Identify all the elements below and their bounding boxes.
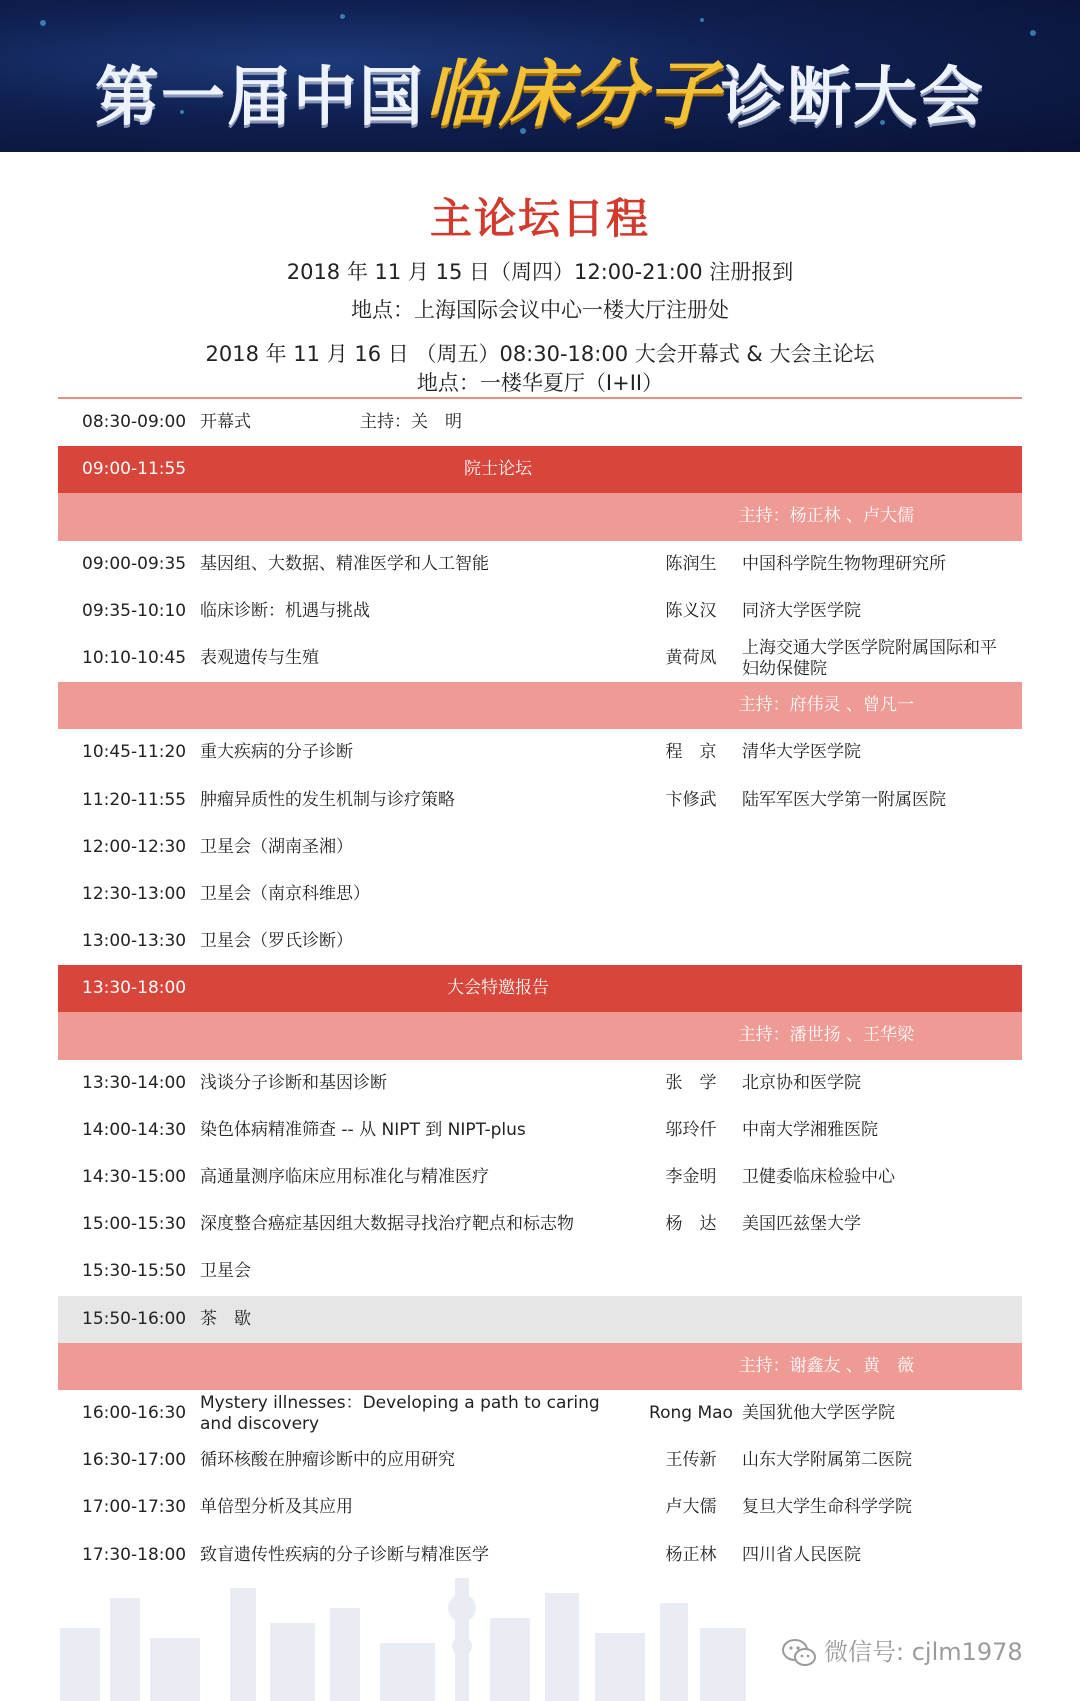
row-speaker: Rong Mao <box>649 1402 733 1423</box>
row-speaker: 邬玲仟 <box>665 1119 717 1140</box>
row-speaker: 王传新 <box>665 1450 717 1471</box>
host-text: 主持：府伟灵 、曾凡一 <box>738 695 914 716</box>
table-row <box>58 824 1022 871</box>
host-row <box>58 1343 1022 1390</box>
row-time: 10:45-11:20 <box>82 742 187 763</box>
row-speaker: 卢大儒 <box>665 1497 717 1518</box>
row-org: 中南大学湘雅医院 <box>742 1119 878 1140</box>
table-row <box>58 588 1022 635</box>
wechat-watermark <box>782 1632 1023 1667</box>
title-part-1: 第一届中国 <box>94 61 425 135</box>
row-speaker: 李金明 <box>665 1167 717 1187</box>
table-row <box>58 871 1022 918</box>
row-speaker: 陈义汉 <box>665 600 717 621</box>
row-time: 13:00-13:30 <box>82 931 187 952</box>
row-org: 卫健委临床检验中心 <box>742 1167 895 1187</box>
row-topic: Mystery illnesses：Developing a path to caring and discovery <box>200 1392 600 1434</box>
tea-break-row <box>58 1296 1022 1343</box>
row-time: 15:50-16:00 <box>82 1308 187 1329</box>
conference-title <box>0 36 1080 140</box>
row-org: 上海交通大学医学院附属国际和平妇幼保健院 <box>742 637 997 679</box>
title-part-3: 诊断大会 <box>721 61 985 135</box>
row-topic: 浅谈分子诊断和基因诊断 <box>200 1072 387 1093</box>
row-org: 四川省人民医院 <box>742 1544 861 1565</box>
row-time: 13:30-14:00 <box>82 1072 187 1093</box>
row-time: 11:20-11:55 <box>82 789 187 810</box>
table-row <box>58 1107 1022 1154</box>
section2b-rows <box>58 1390 1022 1579</box>
sparkle-dot <box>700 18 704 22</box>
table-row <box>58 1201 1022 1248</box>
table-row <box>58 918 1022 965</box>
table-row <box>58 1390 1022 1437</box>
wechat-id: 微信号: cjlm1978 <box>824 1638 1023 1666</box>
page-title: 主论坛日程 <box>429 194 650 243</box>
host-text: 主持：潘世扬 、王华梁 <box>738 1025 914 1046</box>
row-topic: 重大疾病的分子诊断 <box>200 742 353 763</box>
row-org: 美国匹兹堡大学 <box>742 1214 861 1235</box>
wechat-icon <box>782 1639 816 1667</box>
row-topic: 染色体病精准筛查 -- 从 NIPT 到 NIPT-plus <box>200 1119 526 1140</box>
row-speaker: 陈润生 <box>665 553 717 574</box>
row-time: 17:30-18:00 <box>82 1544 187 1565</box>
schedule-table <box>58 399 1022 1579</box>
row-org: 中国科学院生物物理研究所 <box>742 553 946 574</box>
host-row <box>58 493 1022 540</box>
section-label: 大会特邀报告 <box>447 978 549 999</box>
section-label: 院士论坛 <box>464 459 532 480</box>
table-row <box>58 729 1022 776</box>
row-org: 北京协和医学院 <box>742 1072 861 1093</box>
row-org: 清华大学医学院 <box>742 742 861 763</box>
host-text: 主持：杨正林 、卢大儒 <box>738 506 914 527</box>
table-row <box>58 1437 1022 1484</box>
table-row <box>58 541 1022 588</box>
table-row-opening <box>58 399 1022 446</box>
section-header-keynote <box>58 965 1022 1012</box>
row-topic: 茶 歇 <box>200 1308 251 1329</box>
section1b-rows <box>58 729 1022 965</box>
row-time: 15:00-15:30 <box>82 1214 187 1235</box>
row-topic: 循环核酸在肿瘤诊断中的应用研究 <box>200 1450 455 1471</box>
row-org: 美国犹他大学医学院 <box>742 1402 895 1423</box>
sparkle-dot <box>40 20 46 26</box>
row-speaker: 黄荷凤 <box>665 647 717 668</box>
row-time: 15:30-15:50 <box>82 1261 187 1282</box>
sparkle-dot <box>340 14 345 19</box>
section-header-academician <box>58 446 1022 493</box>
host-row <box>58 1012 1022 1059</box>
row-topic: 深度整合癌症基因组大数据寻找治疗靶点和标志物 <box>200 1214 574 1235</box>
row-org: 同济大学医学院 <box>742 600 861 621</box>
host-text: 主持：谢鑫友 、黄 薇 <box>738 1355 914 1376</box>
table-row <box>58 777 1022 824</box>
row-time: 16:00-16:30 <box>82 1402 187 1423</box>
row-time: 14:00-14:30 <box>82 1119 187 1140</box>
table-row <box>58 635 1022 682</box>
forum-location: 地点：一楼华夏厅（I+II） <box>416 371 664 395</box>
row-speaker: 卞修武 <box>665 789 717 810</box>
row-time: 10:10-10:45 <box>82 647 187 668</box>
row-topic: 开幕式 <box>200 412 251 432</box>
section-time: 13:30-18:00 <box>82 978 187 999</box>
row-speaker: 杨 达 <box>665 1214 717 1235</box>
title-part-2: 临床分子 <box>424 52 721 136</box>
row-time: 12:30-13:00 <box>82 883 187 904</box>
row-topic: 卫星会（南京科维思） <box>200 883 370 904</box>
row-speaker: 杨正林 <box>665 1544 717 1565</box>
row-topic: 表观遗传与生殖 <box>200 647 319 668</box>
row-topic: 高通量测序临床应用标准化与精准医疗 <box>200 1167 489 1187</box>
registration-date: 2018 年 11 月 15 日（周四）12:00-21:00 注册报到 <box>286 260 794 284</box>
row-speaker: 程 京 <box>665 742 717 763</box>
row-topic: 卫星会（罗氏诊断） <box>200 931 353 952</box>
row-topic: 致盲遗传性疾病的分子诊断与精准医学 <box>200 1544 489 1565</box>
row-org: 复旦大学生命科学学院 <box>742 1497 912 1518</box>
row-topic: 肿瘤异质性的发生机制与诊疗策略 <box>200 789 455 810</box>
row-time: 14:30-15:00 <box>82 1167 187 1187</box>
section2-rows <box>58 1060 1022 1296</box>
row-time: 16:30-17:00 <box>82 1450 187 1471</box>
table-row <box>58 1154 1022 1201</box>
row-time: 17:00-17:30 <box>82 1497 187 1518</box>
row-topic: 卫星会（湖南圣湘） <box>200 836 353 857</box>
host-row <box>58 682 1022 729</box>
row-topic: 基因组、大数据、精准医学和人工智能 <box>200 553 489 574</box>
row-host: 主持：关 明 <box>360 412 462 432</box>
table-row <box>58 1484 1022 1531</box>
section1-rows <box>58 541 1022 683</box>
row-time: 09:00-09:35 <box>82 553 187 574</box>
forum-date: 2018 年 11 月 16 日 （周五）08:30-18:00 大会开幕式 & 大会主论坛 <box>205 342 875 366</box>
table-row <box>58 1248 1022 1295</box>
row-speaker: 张 学 <box>665 1072 717 1093</box>
row-time: 08:30-09:00 <box>82 412 187 432</box>
row-time: 09:35-10:10 <box>82 600 187 621</box>
row-topic: 临床诊断：机遇与挑战 <box>200 600 370 621</box>
row-topic: 卫星会 <box>200 1261 251 1282</box>
section-time: 09:00-11:55 <box>82 459 187 480</box>
registration-location: 地点：上海国际会议中心一楼大厅注册处 <box>351 298 729 322</box>
table-row <box>58 1060 1022 1107</box>
row-topic: 单倍型分析及其应用 <box>200 1497 353 1518</box>
row-org: 陆军军医大学第一附属医院 <box>742 789 946 810</box>
header-banner <box>0 0 1080 152</box>
row-time: 12:00-12:30 <box>82 836 187 857</box>
row-org: 山东大学附属第二医院 <box>742 1450 912 1471</box>
